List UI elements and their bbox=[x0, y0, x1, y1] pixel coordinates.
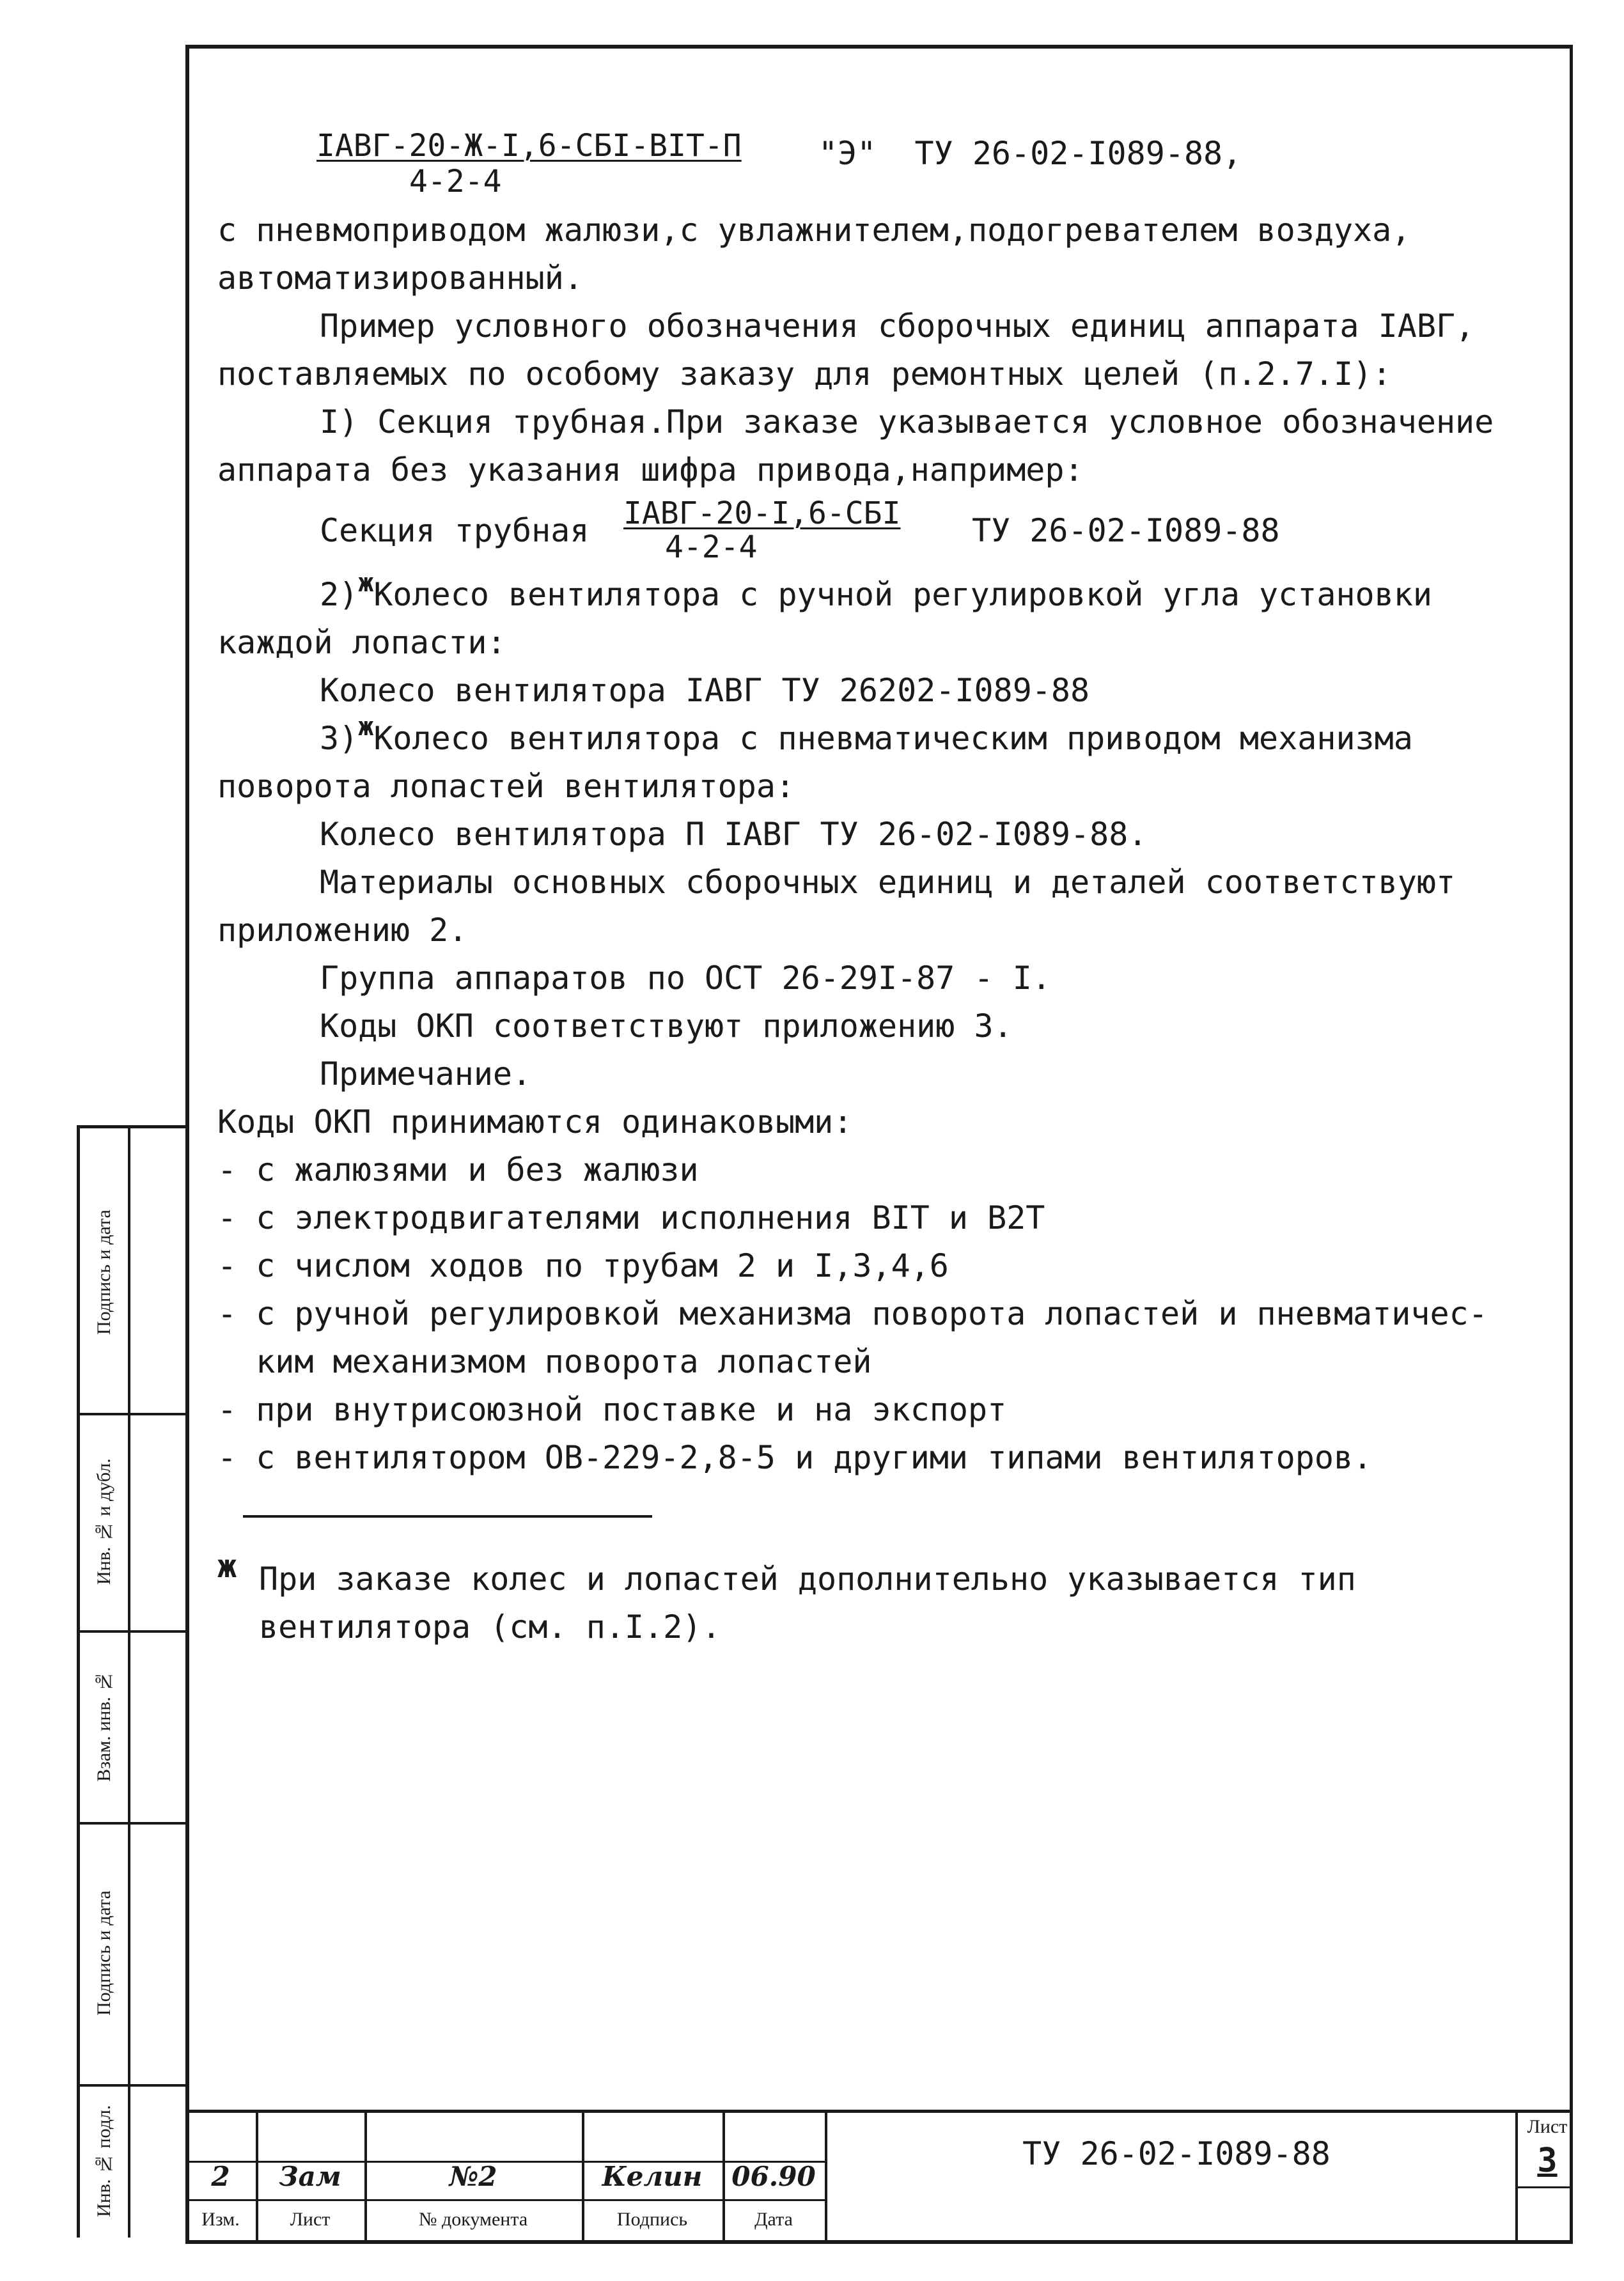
rev-document: №2 bbox=[449, 2161, 497, 2192]
caption-sheet: Лист bbox=[290, 2209, 331, 2230]
text-line: каждой лопасти: bbox=[217, 624, 506, 661]
caption-date: Дата bbox=[754, 2209, 793, 2230]
footnote-divider bbox=[243, 1515, 652, 1518]
side-label: Подпись и дата bbox=[93, 1890, 114, 2016]
text-line: поворота лопастей вентилятора: bbox=[217, 768, 795, 805]
section-prefix: Секция трубная bbox=[320, 512, 589, 549]
text-line: Примечание. bbox=[320, 1055, 532, 1093]
list-item: - с ручной регулировкой механизма поворота лопастей и пневматичес- bbox=[217, 1295, 1488, 1332]
side-label: Подпись и дата bbox=[93, 1210, 114, 1335]
list-item: - с электродвигателями исполнения BIT и В2Т bbox=[217, 1199, 1045, 1236]
title-block bbox=[185, 2110, 1573, 2244]
caption-document: № документа bbox=[418, 2209, 528, 2230]
side-label: Инв. № подл. bbox=[93, 2105, 114, 2217]
footnote-line: При заказе колес и лопастей дополнительно указывается тип bbox=[259, 1561, 1356, 1598]
rev-sheet: Зам bbox=[279, 2161, 341, 2192]
text-line: Коды ОКП принимаются одинаковыми: bbox=[217, 1103, 853, 1140]
section-denominator: 4-2-4 bbox=[665, 529, 758, 565]
list-item: ким механизмом поворота лопастей bbox=[217, 1343, 872, 1380]
section-numerator: IАВГ-20-I,6-СБI bbox=[623, 495, 901, 531]
text-line: Колесо вентилятора П IАВГ ТУ 26-02-I089-88. bbox=[320, 816, 1148, 853]
footnote-line: вентилятора (см. п.I.2). bbox=[259, 1608, 721, 1646]
list-item: - с вентилятором ОВ-229-2,8-5 и другими типами вентиляторов. bbox=[217, 1439, 1373, 1476]
side-stamp bbox=[77, 1125, 185, 2238]
designation-suffix: "Э" ТУ 26-02-I089-88, bbox=[818, 135, 1242, 172]
side-label: Инв. № и дубл. bbox=[93, 1458, 114, 1585]
footnote-asterisk: ж bbox=[217, 1548, 237, 1585]
caption-signature: Подпись bbox=[616, 2209, 688, 2230]
text-line: аппарата без указания шифра привода,например: bbox=[217, 451, 1084, 488]
list-item: - с жалюзями и без жалюзи bbox=[217, 1151, 699, 1188]
text-line: Колесо вентилятора IАВГ ТУ 26202-I089-88 bbox=[320, 672, 1090, 709]
section-suffix: ТУ 26-02-I089-88 bbox=[972, 512, 1280, 549]
text-line: приложению 2. bbox=[217, 912, 468, 949]
text-line: Материалы основных сборочных единиц и деталей соответствуют bbox=[320, 864, 1456, 901]
list-item: - с числом ходов по трубам 2 и I,3,4,6 bbox=[217, 1247, 949, 1284]
sheet-number: 3 bbox=[1537, 2142, 1558, 2180]
text-line: с пневмоприводом жалюзи,с увлажнителем,подогревателем воздуха, bbox=[217, 212, 1411, 249]
text-line: поставляемых по особому заказу для ремонтных целей (п.2.7.I): bbox=[217, 355, 1392, 393]
text-line: 2)$^ж$Колесо вентилятора с ручной регулировкой угла установки bbox=[320, 568, 1432, 613]
rev-number: 2 bbox=[211, 2161, 230, 2192]
document-code: ТУ 26-02-I089-88 bbox=[1022, 2135, 1331, 2172]
rev-signature: Келин bbox=[602, 2161, 703, 2192]
asterisk-mark: ж bbox=[358, 712, 374, 742]
text-line: Коды ОКП соответствуют приложению 3. bbox=[320, 1008, 1013, 1045]
sheet-label: Лист bbox=[1527, 2116, 1568, 2137]
asterisk-mark: ж bbox=[358, 568, 374, 598]
text-line: I) Секция трубная.При заказе указывается условное обозначение bbox=[320, 403, 1494, 440]
text-line: автоматизированный. bbox=[217, 260, 583, 297]
caption-change: Изм. bbox=[201, 2209, 240, 2230]
designation-numerator: IАВГ-20-Ж-I,6-СБI-BIT-П bbox=[316, 128, 742, 164]
side-label: Взам. инв. № bbox=[93, 1670, 114, 1782]
list-item: - при внутрисоюзной поставке и на экспорт bbox=[217, 1391, 1007, 1428]
text-line: Группа аппаратов по ОСТ 26-29I-87 - I. bbox=[320, 960, 1051, 997]
text-line: Пример условного обозначения сборочных единиц аппарата IАВГ, bbox=[320, 308, 1475, 345]
rev-date: 06.90 bbox=[731, 2161, 816, 2192]
text-line: 3)$^ж$Колесо вентилятора с пневматическим приводом механизма bbox=[320, 712, 1413, 757]
designation-denominator: 4-2-4 bbox=[409, 164, 502, 199]
